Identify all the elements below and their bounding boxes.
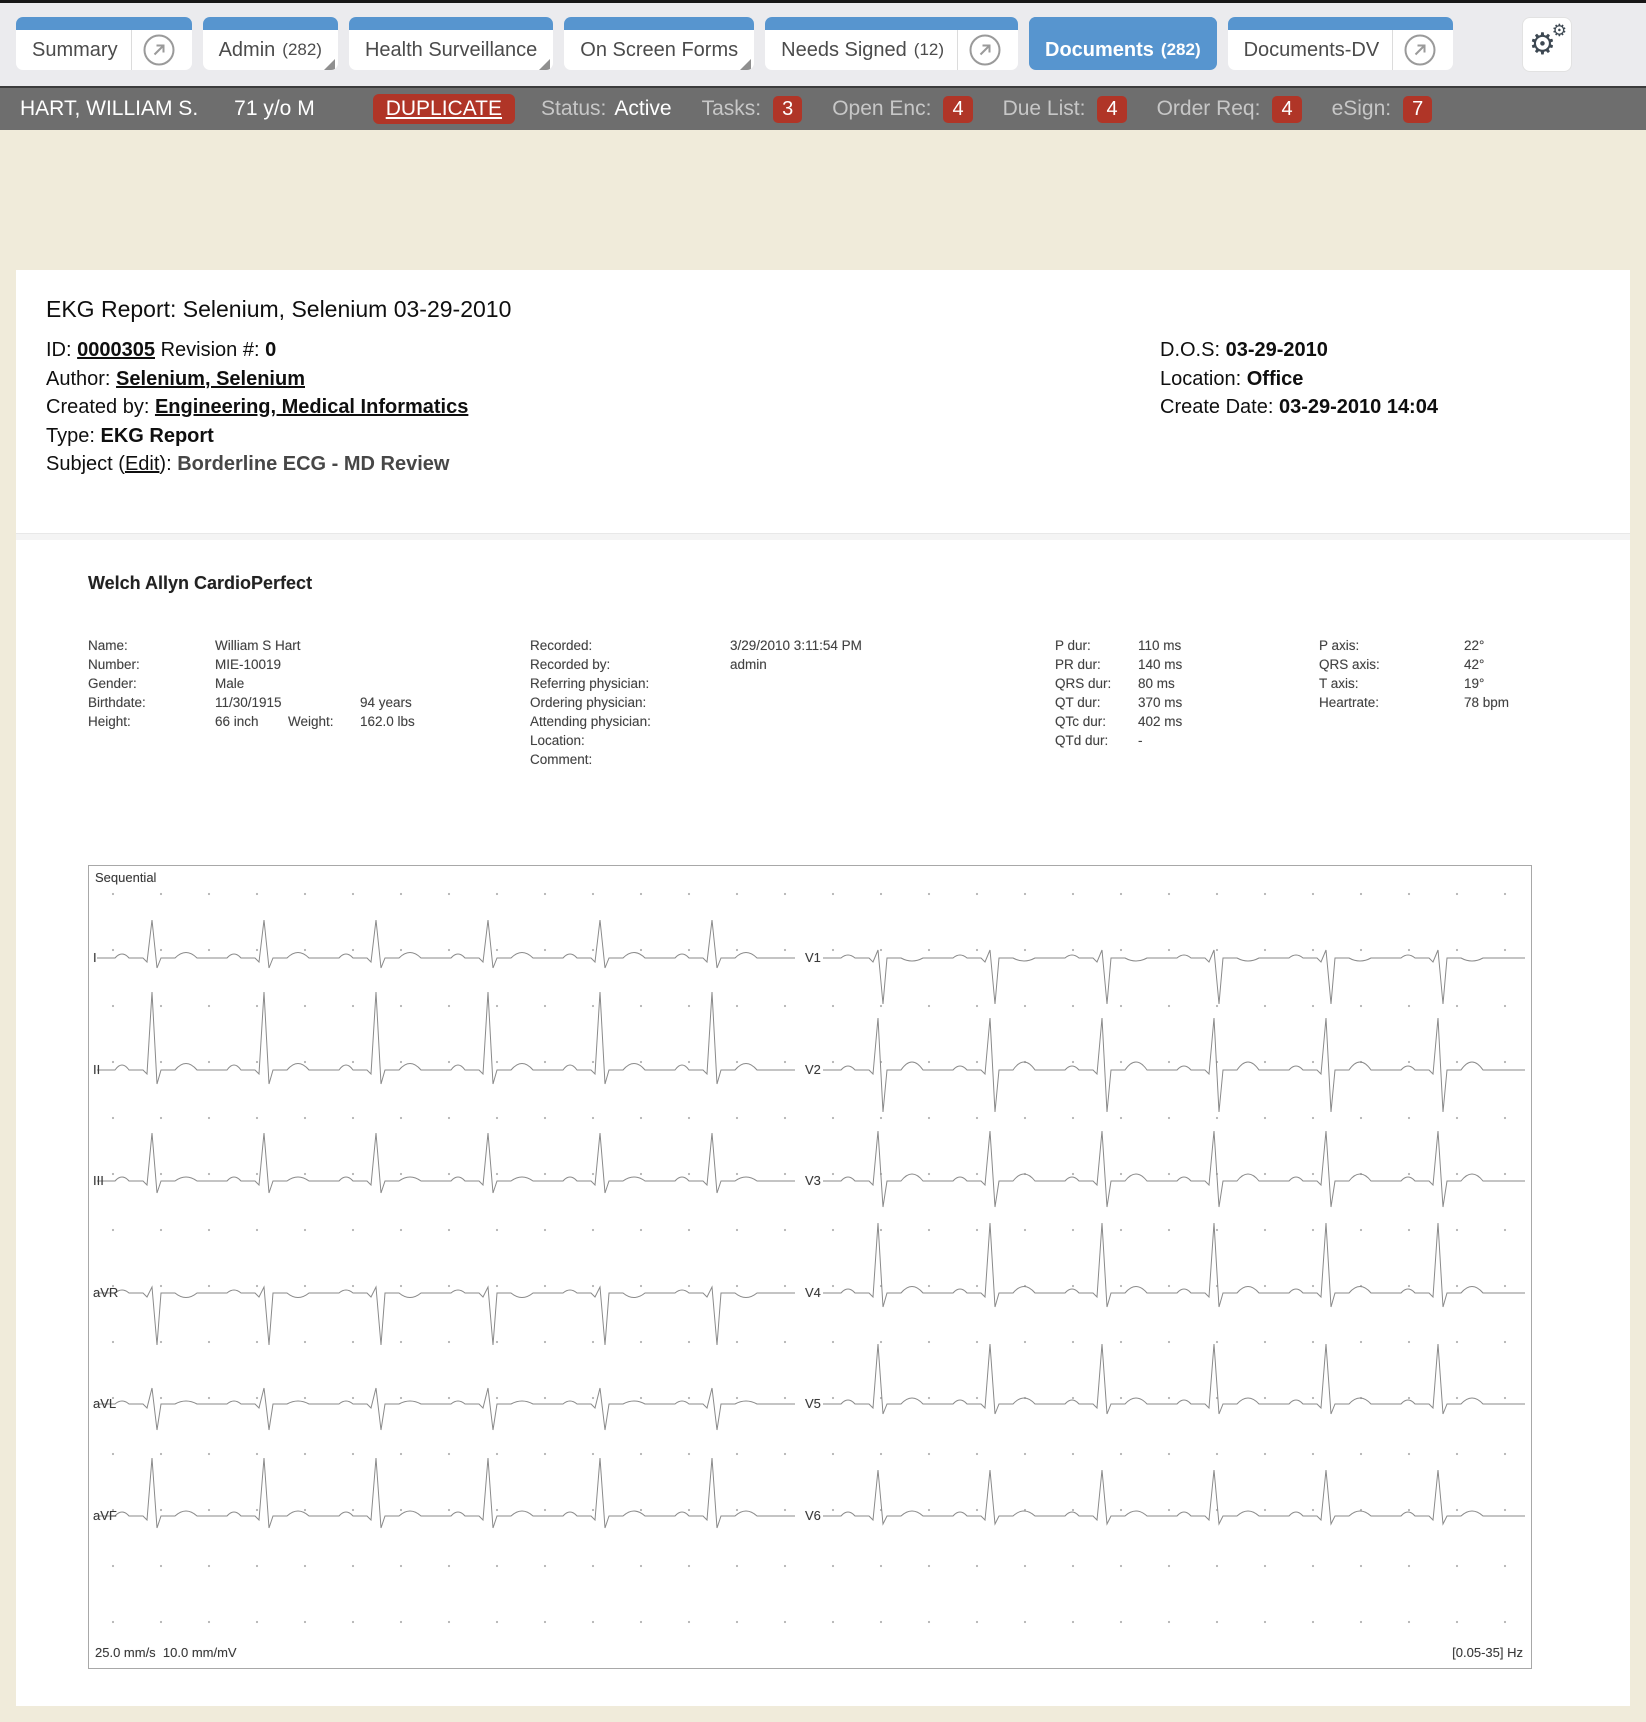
dos-label: D.O.S: <box>1160 339 1221 361</box>
weight-value: 162.0 lbs <box>360 714 415 729</box>
document-title: EKG Report: Selenium, Selenium 03-29-2010 <box>46 296 512 322</box>
created-by-link[interactable]: Engineering, Medical Informatics <box>154 396 469 418</box>
dropdown-corner-icon <box>324 59 335 70</box>
open-enc-count-badge[interactable]: 4 <box>943 96 972 123</box>
type-label: Type: <box>46 424 95 447</box>
qtc-dur-label: QTc dur: <box>1055 714 1107 729</box>
tab-documents-label: Documents <box>1045 38 1154 61</box>
recorded-value: 3/29/2010 3:11:54 PM <box>730 638 862 653</box>
tab-accent-strip <box>16 17 192 30</box>
tab-documents-dv-label: Documents-DV <box>1243 38 1380 61</box>
settings-button[interactable] <box>1522 17 1572 72</box>
create-date-label: Create Date: <box>1160 396 1274 418</box>
qrs-axis-label: QRS axis: <box>1319 657 1380 672</box>
revision-label: Revision #: <box>160 339 260 361</box>
comment-label: Comment: <box>530 752 593 767</box>
gears-icon-small: ⚙ <box>1551 21 1567 40</box>
status-value: Active <box>614 97 672 120</box>
height-value: 66 inch <box>215 714 259 729</box>
rec-location-label: Location: <box>530 733 585 748</box>
qt-dur-label: QT dur: <box>1055 695 1101 710</box>
order-req-label: Order Req: <box>1156 97 1261 120</box>
t-axis-label: T axis: <box>1319 676 1359 691</box>
lead-label-I: I <box>93 950 97 965</box>
document-card <box>16 270 1630 1706</box>
name-value: William S Hart <box>215 638 301 653</box>
p-dur-value: 110 ms <box>1138 638 1182 653</box>
qtd-dur-value: - <box>1138 733 1143 748</box>
tab-divider <box>957 30 958 70</box>
pr-dur-value: 140 ms <box>1138 657 1183 672</box>
number-value: MIE-10019 <box>215 657 282 672</box>
order-req-count-badge[interactable]: 4 <box>1272 96 1301 123</box>
name-label: Name: <box>88 638 128 653</box>
tab-accent-strip <box>349 17 553 30</box>
tab-divider <box>1392 30 1393 70</box>
qtd-dur-label: QTd dur: <box>1055 733 1109 748</box>
p-axis-label: P axis: <box>1319 638 1360 653</box>
content-area <box>0 130 1646 1722</box>
gears-icon: ⚙ <box>1529 28 1556 61</box>
birthdate-label: Birthdate: <box>88 695 146 710</box>
tab-accent-strip <box>1029 17 1217 30</box>
heartrate-label: Heartrate: <box>1319 695 1380 710</box>
external-link-icon[interactable] <box>1403 33 1437 67</box>
p-axis-value: 22° <box>1464 638 1485 653</box>
due-list-label: Due List: <box>1002 97 1086 120</box>
ekg-vendor-title: Welch Allyn CardioPerfect <box>88 573 313 593</box>
tab-documents[interactable] <box>1029 17 1217 70</box>
external-link-icon[interactable] <box>142 33 176 67</box>
referring-physician-label: Referring physician: <box>530 676 650 691</box>
lead-label-V3: V3 <box>805 1173 821 1188</box>
lead-label-V4: V4 <box>805 1285 821 1300</box>
tab-admin-count: (282) <box>282 40 322 59</box>
tab-divider <box>131 30 132 70</box>
dropdown-corner-icon <box>740 59 751 70</box>
number-label: Number: <box>88 657 140 672</box>
tab-accent-strip <box>1228 17 1454 30</box>
recorded-label: Recorded: <box>530 638 593 653</box>
tab-accent-strip <box>564 17 754 30</box>
tab-summary-label: Summary <box>32 38 118 61</box>
created-by-label: Created by: <box>46 396 150 418</box>
dropdown-corner-icon <box>539 59 550 70</box>
subject-edit-link[interactable]: Edit <box>124 453 160 475</box>
ecg-filter-label: [0.05-35] Hz <box>1452 1645 1523 1660</box>
duplicate-flag[interactable]: DUPLICATE <box>373 94 515 124</box>
ecg-mode-label: Sequential <box>95 870 157 885</box>
location-value: Office <box>1246 367 1304 390</box>
qt-dur-value: 370 ms <box>1138 695 1183 710</box>
height-label: Height: <box>88 714 131 729</box>
author-link[interactable]: Selenium, Selenium <box>116 367 305 390</box>
subject-value: Borderline ECG - MD Review <box>177 453 450 475</box>
p-dur-label: P dur: <box>1055 638 1091 653</box>
birthdate-value: 11/30/1915 <box>215 695 282 710</box>
tasks-count-badge[interactable]: 3 <box>773 96 802 123</box>
tab-needs-signed-count: (12) <box>913 40 945 59</box>
recorded-by-label: Recorded by: <box>530 657 611 672</box>
tab-needs-signed[interactable] <box>765 17 1018 70</box>
lead-label-II: II <box>93 1062 101 1077</box>
qtc-dur-value: 402 ms <box>1138 714 1183 729</box>
ekg-report-document <box>16 270 1630 1706</box>
tab-accent-strip <box>203 17 338 30</box>
recorded-by-value: admin <box>730 657 767 672</box>
author-label: Author: <box>46 367 111 390</box>
heartrate-value: 78 bpm <box>1464 695 1510 710</box>
external-link-icon[interactable] <box>968 33 1002 67</box>
tab-on-screen-forms[interactable] <box>564 17 754 70</box>
revision-value: 0 <box>265 339 277 361</box>
ecg-dot-grid <box>89 884 1529 1644</box>
ecg-scale-label: 25.0 mm/s 10.0 mm/mV <box>95 1645 237 1660</box>
gender-value: Male <box>215 676 245 691</box>
lead-label-aVR: aVR <box>93 1285 119 1300</box>
tab-health-surveillance[interactable] <box>349 17 553 70</box>
tab-summary[interactable] <box>16 17 192 70</box>
ecg-strip <box>88 865 1532 1669</box>
esign-count-badge[interactable]: 7 <box>1403 96 1432 123</box>
subject-label: Subject ( <box>46 453 125 475</box>
dos-value: 03-29-2010 <box>1225 339 1328 361</box>
create-date-value: 03-29-2010 14:04 <box>1278 396 1438 418</box>
module-tabbar <box>0 3 1646 88</box>
age-value: 94 years <box>360 695 412 710</box>
patient-age-sex: 71 y/o M <box>234 97 315 120</box>
tab-on-screen-forms-label: On Screen Forms <box>580 38 739 61</box>
lead-label-V2: V2 <box>805 1062 821 1077</box>
tasks-label: Tasks: <box>701 97 762 120</box>
esign-label: eSign: <box>1331 97 1392 120</box>
tab-health-surveillance-label: Health Surveillance <box>364 38 538 61</box>
pr-dur-label: PR dur: <box>1055 657 1101 672</box>
lead-label-III: III <box>93 1173 104 1188</box>
tab-documents-dv[interactable] <box>1228 17 1454 70</box>
qrs-axis-value: 42° <box>1464 657 1485 672</box>
lead-label-aVF: aVF <box>93 1508 117 1523</box>
due-list-count-badge[interactable]: 4 <box>1097 96 1126 123</box>
id-label: ID: <box>46 339 72 361</box>
t-axis-value: 19° <box>1464 676 1485 691</box>
patient-name: HART, WILLIAM S. <box>20 97 199 120</box>
tab-accent-strip <box>765 17 1018 30</box>
qrs-dur-value: 80 ms <box>1138 676 1175 691</box>
tab-admin[interactable] <box>203 17 338 70</box>
weight-label: Weight: <box>288 714 334 729</box>
open-enc-label: Open Enc: <box>832 97 932 120</box>
qrs-dur-label: QRS dur: <box>1055 676 1112 691</box>
ordering-physician-label: Ordering physician: <box>530 695 647 710</box>
ecg-waveform-chart <box>89 866 1529 1666</box>
subject-label-close: ): <box>159 453 172 475</box>
lead-label-V1: V1 <box>805 950 821 965</box>
type-value: EKG Report <box>100 424 214 447</box>
lead-label-V6: V6 <box>805 1508 821 1523</box>
location-label: Location: <box>1160 367 1242 390</box>
attending-physician-label: Attending physician: <box>530 714 651 729</box>
tab-needs-signed-label: Needs Signed <box>781 38 907 61</box>
status-label: Status: <box>541 97 607 120</box>
lead-label-aVL: aVL <box>93 1396 117 1411</box>
patient-header-bar <box>0 88 1646 130</box>
tab-admin-label: Admin <box>218 38 276 61</box>
lead-label-V5: V5 <box>805 1396 821 1411</box>
tab-documents-count: (282) <box>1160 40 1201 59</box>
document-id-link[interactable]: 0000305 <box>77 339 155 361</box>
gender-label: Gender: <box>88 676 137 691</box>
